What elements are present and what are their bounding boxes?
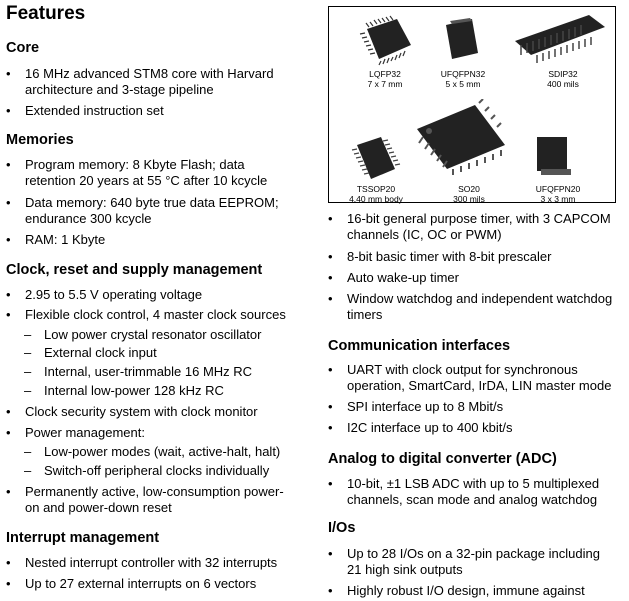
sub-list-item: – Low-power modes (wait, active-halt, halt) xyxy=(24,444,281,459)
list-item: • Nested interrupt controller with 32 interrupts xyxy=(6,555,278,570)
sub-list-item: – Internal low-power 128 kHz RC xyxy=(24,383,224,398)
dash-icon: – xyxy=(24,383,32,398)
package-label: LQFP32 7 x 7 mm xyxy=(367,69,403,89)
bullet-icon: • xyxy=(6,157,11,172)
list-item: • Auto wake-up timer xyxy=(328,270,459,285)
section-heading-ios: I/Os xyxy=(328,520,356,536)
bullet-icon: • xyxy=(6,484,11,499)
dash-icon: – xyxy=(24,444,32,459)
package-label: UFQFPN32 5 x 5 mm xyxy=(440,69,486,89)
left-column xyxy=(6,0,316,601)
section-heading-clock: Clock, reset and supply management xyxy=(6,262,263,278)
bullet-icon: • xyxy=(6,103,11,118)
package-label: SDIP32 400 mils xyxy=(547,69,579,89)
list-item: • Program memory: 8 Kbyte Flash; data retention 20 years at 55 °C after 10 kcycle xyxy=(6,157,268,188)
section-heading-interrupt: Interrupt management xyxy=(6,530,160,546)
list-item: • Up to 28 I/Os on a 32-pin package including 21 high sink outputs xyxy=(328,546,600,577)
bullet-icon: • xyxy=(6,195,11,210)
bullet-icon: • xyxy=(6,66,11,81)
section-heading-memories: Memories xyxy=(6,132,74,148)
list-item: • SPI interface up to 8 Mbit/s xyxy=(328,399,504,414)
bullet-icon: • xyxy=(6,404,11,419)
section-heading-adc: Analog to digital converter (ADC) xyxy=(328,451,557,467)
package-label: TSSOP20 4.40 mm body xyxy=(349,184,403,204)
list-item: • Data memory: 640 byte true data EEPROM; endurance 300 kcycle xyxy=(6,195,279,226)
list-item: • UART with clock output for synchronous operation, SmartCard, IrDA, LIN master mode xyxy=(328,362,612,393)
bullet-icon: • xyxy=(328,546,333,561)
package-label: SO20 300 mils xyxy=(453,184,485,204)
list-item: • 16-bit general purpose timer, with 3 CAPCOM channels (IC, OC or PWM) xyxy=(328,211,611,242)
list-item: • Highly robust I/O design, immune against xyxy=(328,583,585,598)
bullet-icon: • xyxy=(6,232,11,247)
sub-list-item: – Low power crystal resonator oscillator xyxy=(24,327,262,342)
bullet-icon: • xyxy=(328,270,333,285)
list-item: • 10-bit, ±1 LSB ADC with up to 5 multiplexed channels, scan mode and analog watchdog xyxy=(328,476,600,507)
package-label: UFQFPN20 3 x 3 mm xyxy=(535,184,581,204)
list-item: • 2.95 to 5.5 V operating voltage xyxy=(6,287,203,302)
bullet-icon: • xyxy=(328,399,333,414)
list-item: • Clock security system with clock monitor xyxy=(6,404,258,419)
section-heading-communication: Communication interfaces xyxy=(328,338,511,354)
bullet-icon: • xyxy=(6,576,11,591)
bullet-icon: • xyxy=(328,420,333,435)
dash-icon: – xyxy=(24,327,32,342)
sub-list-item: – External clock input xyxy=(24,345,157,360)
bullet-icon: • xyxy=(328,249,333,264)
right-column xyxy=(328,0,624,601)
list-item: • 8-bit basic timer with 8-bit prescaler xyxy=(328,249,552,264)
sub-list-item: – Switch-off peripheral clocks individually xyxy=(24,463,270,478)
dash-icon: – xyxy=(24,364,32,379)
list-item: • RAM: 1 Kbyte xyxy=(6,232,106,247)
list-item: • Window watchdog and independent watchdog timers xyxy=(328,291,613,322)
section-heading-core: Core xyxy=(6,40,40,56)
list-item: • Power management: xyxy=(6,425,145,440)
page-title: Features xyxy=(6,3,86,24)
list-item: • Up to 27 external interrupts on 6 vectors xyxy=(6,576,257,591)
list-item: • I2C interface up to 400 kbit/s xyxy=(328,420,513,435)
list-item: • Permanently active, low-consumption power- on and power-down reset xyxy=(6,484,284,515)
list-item: • Flexible clock control, 4 master clock sources xyxy=(6,307,286,322)
dash-icon: – xyxy=(24,463,32,478)
bullet-icon: • xyxy=(6,307,11,322)
list-item: • Extended instruction set xyxy=(6,103,164,118)
list-item: • 16 MHz advanced STM8 core with Harvard architecture and 3-stage pipeline xyxy=(6,66,274,97)
bullet-icon: • xyxy=(6,555,11,570)
bullet-icon: • xyxy=(328,476,333,491)
dash-icon: – xyxy=(24,345,32,360)
bullet-icon: • xyxy=(6,287,11,302)
bullet-icon: • xyxy=(328,583,333,598)
bullet-icon: • xyxy=(328,362,333,377)
bullet-icon: • xyxy=(328,211,333,226)
bullet-icon: • xyxy=(6,425,11,440)
sub-list-item: – Internal, user-trimmable 16 MHz RC xyxy=(24,364,253,379)
bullet-icon: • xyxy=(328,291,333,306)
